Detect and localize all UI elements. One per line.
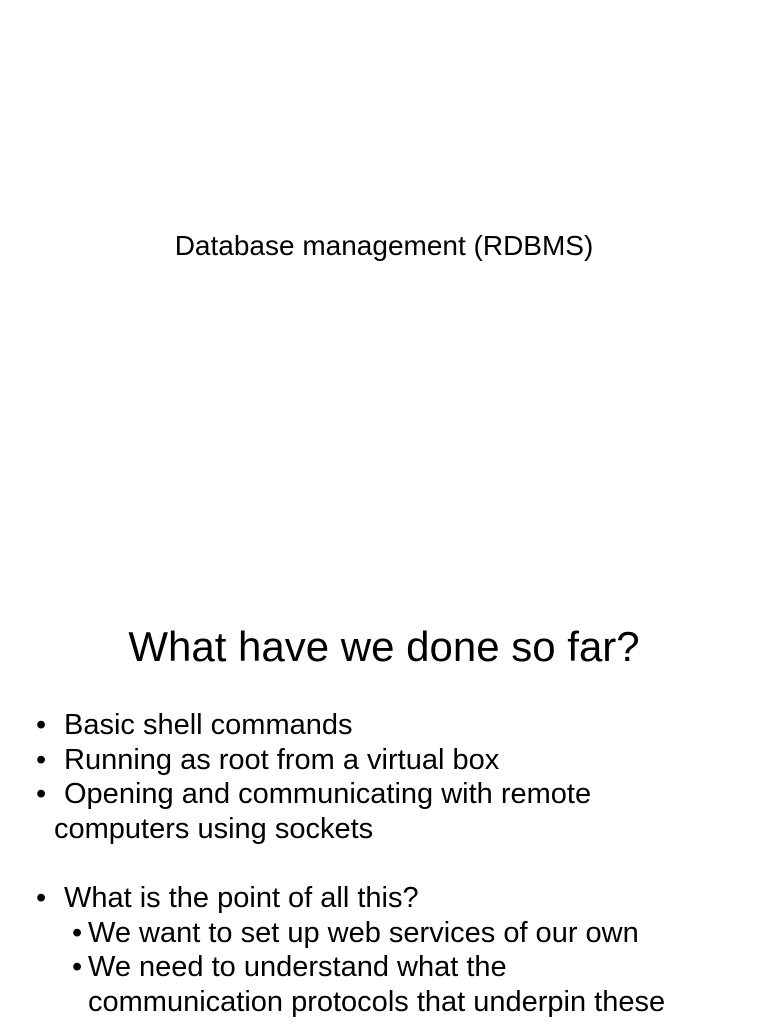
bullet-text: Basic shell commands bbox=[64, 709, 353, 741]
bullet-text: Running as root from a virtual box bbox=[64, 743, 500, 776]
sub-bullet-text-continuation: communication protocols that underpin these bbox=[88, 985, 666, 1018]
sub-bullet-text: We need to understand what the bbox=[88, 951, 507, 983]
bullet-icon: • bbox=[36, 709, 47, 741]
bullet-text: Opening and communicating with remote bbox=[64, 778, 592, 810]
sub-bullet-item bbox=[64, 916, 756, 951]
bullet-icon: • bbox=[72, 951, 83, 983]
sub-bullet-text: We want to set up web services of our own bbox=[88, 916, 639, 949]
slide-heading: What have we done so far? bbox=[128, 623, 640, 670]
bullet-text: What is the point of all this? bbox=[64, 882, 419, 914]
bullet-list bbox=[36, 708, 756, 1019]
bullet-icon: • bbox=[36, 743, 47, 776]
bullet-text-continuation: computers using sockets bbox=[54, 812, 374, 845]
sub-bullet-item bbox=[64, 950, 756, 1019]
bullet-item bbox=[36, 743, 756, 778]
bullet-icon: • bbox=[36, 778, 47, 810]
bullet-item bbox=[36, 777, 756, 846]
bullet-icon: • bbox=[36, 882, 47, 914]
bullet-item bbox=[36, 708, 756, 743]
sub-bullet-list bbox=[64, 916, 756, 1020]
bullet-icon: • bbox=[72, 916, 83, 949]
slide-title: Database management (RDBMS) bbox=[174, 230, 594, 261]
bullet-item bbox=[36, 881, 756, 1019]
